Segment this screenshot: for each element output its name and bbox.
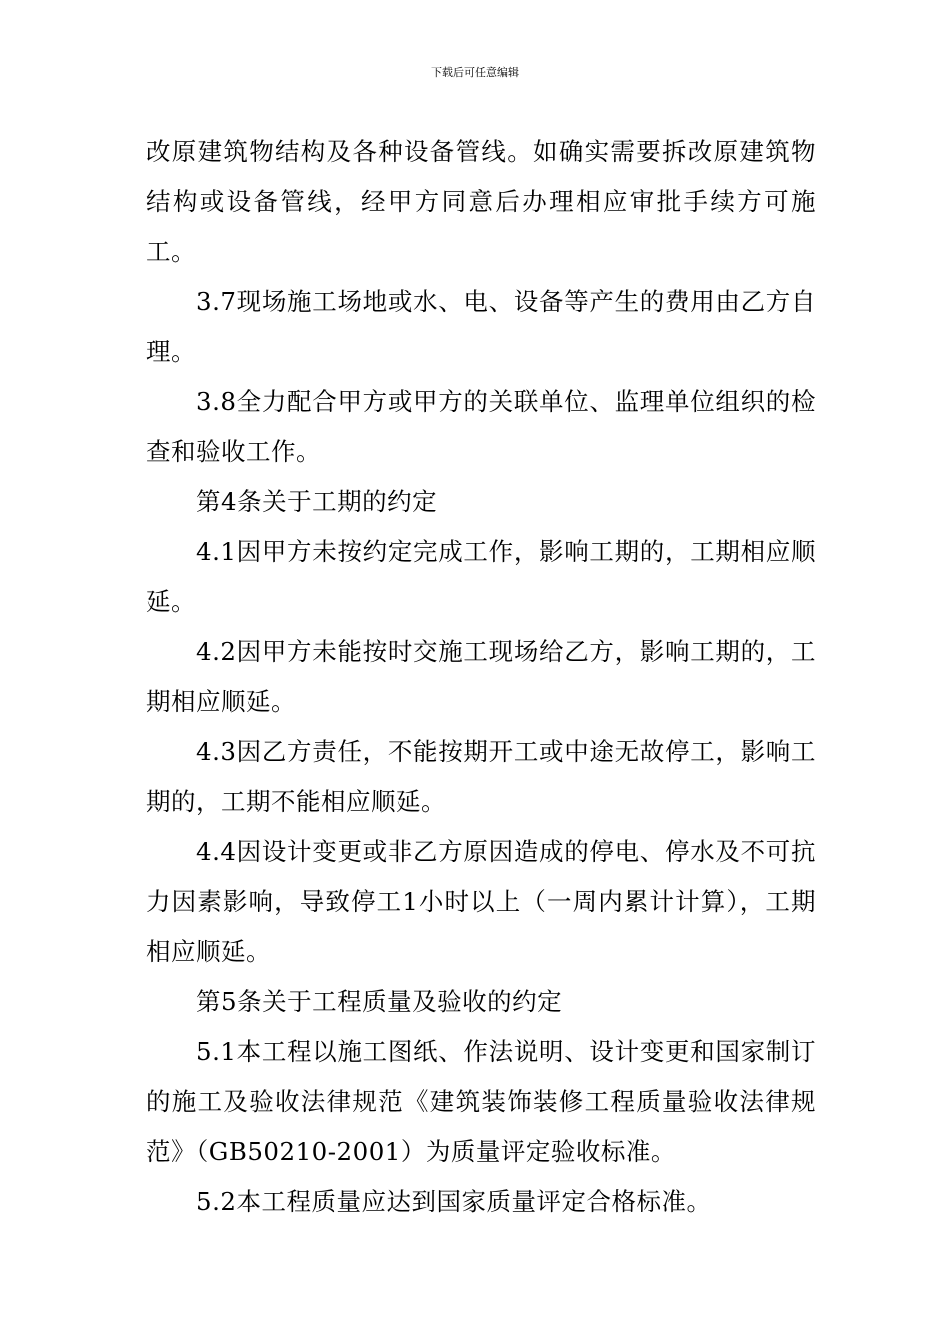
page-header: 下载后可任意编辑: [431, 66, 519, 79]
document-body: [146, 127, 816, 1227]
clause-4-1: 4.1因甲方未按约定完成工作，影响工期的，工期相应顺延。: [146, 537, 816, 616]
article-4-heading: 第4条关于工期的约定: [196, 487, 438, 516]
clause-4-3: 4.3因乙方责任，不能按期开工或中途无故停工，影响工期的，工期不能相应顺延。: [146, 737, 816, 816]
clause-3-7: 3.7现场施工场地或水、电、设备等产生的费用由乙方自理。: [146, 287, 816, 366]
article-5-heading: 第5条关于工程质量及验收的约定: [196, 987, 563, 1016]
clause-5-1: 5.1本工程以施工图纸、作法说明、设计变更和国家制订的施工及验收法律规范《建筑装饰装修工程质量验收法律规范》（GB50210-2001）为质量评定验收标准。: [146, 1037, 816, 1166]
clause-5-2: 5.2本工程质量应达到国家质量评定合格标准。: [196, 1187, 712, 1216]
clause-4-4: 4.4因设计变更或非乙方原因造成的停电、停水及不可抗力因素影响，导致停工1小时以上（一周内累计计算），工期相应顺延。: [146, 837, 816, 966]
paragraph-continuation: 改原建筑物结构及各种设备管线。如确实需要拆改原建筑物结构或设备管线，经甲方同意后办理相应审批手续方可施工。: [146, 137, 816, 266]
clause-4-2: 4.2因甲方未能按时交施工现场给乙方，影响工期的，工期相应顺延。: [146, 637, 816, 716]
clause-3-8: 3.8全力配合甲方或甲方的关联单位、监理单位组织的检查和验收工作。: [146, 387, 816, 466]
